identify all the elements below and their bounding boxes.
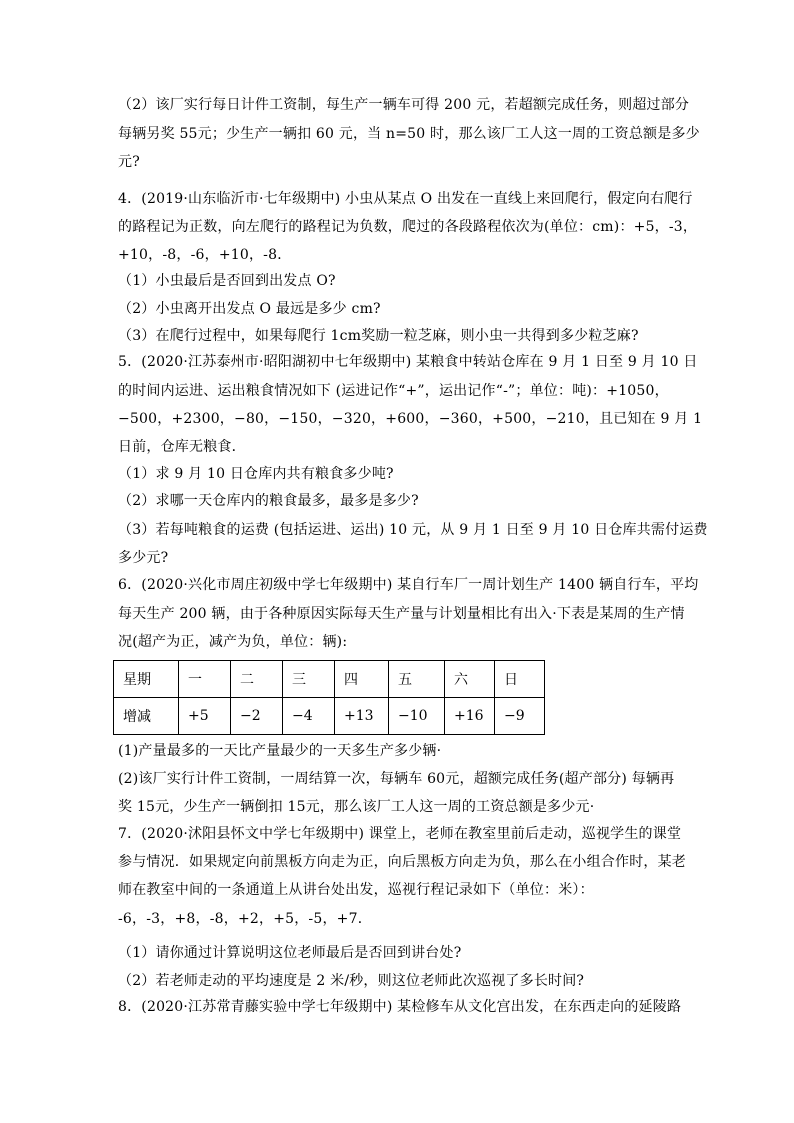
table-cell: −2 (231, 698, 283, 735)
table-row (114, 698, 545, 735)
text-line: 参与情况．如果规定向前黑板方向走为正，向后黑板方向走为负，那么在小组合作时，某老 (118, 854, 686, 870)
question-5-title: 5．(2020·江苏泰州市·昭阳湖初中七年级期中) 某粮食中转站仓库在 9 月 1 日至 9 月 10 日 (118, 354, 698, 370)
text-line: -6，-3，+8，-8，+2，+5，-5，+7． (118, 911, 372, 927)
sub-question: （1）小虫最后是否回到出发点 O? (118, 273, 336, 289)
table-cell: +13 (335, 698, 389, 735)
sub-question: （3）在爬行过程中，如果每爬行 1cm奖励一粒芝麻，则小虫一共得到多少粒芝麻? (118, 328, 639, 344)
table-cell: 四 (335, 661, 389, 698)
table-cell: 一 (179, 661, 231, 698)
sub-question: （1）求 9 月 10 日仓库内共有粮食多少吨? (118, 466, 394, 482)
text-line: 日前，仓库无粮食． (118, 439, 246, 455)
text-line: 奖 15元，少生产一辆倒扣 15元，那么该厂工人这一周的工资总额是多少元· (118, 799, 595, 815)
text-line: 多少元? (118, 550, 169, 566)
table-cell: −9 (495, 698, 545, 735)
table-cell: 三 (283, 661, 335, 698)
table-cell: +16 (445, 698, 495, 735)
production-table (113, 660, 545, 735)
text-line: −500，+2300，−80，−150，−320，+600，−360，+500，−210，且已知在 9 月 1 (118, 411, 703, 427)
question-7-title: 7．(2020·沭阳县怀文中学七年级期中) 课堂上，老师在教室里前后走动，巡视学生的课堂 (118, 826, 682, 842)
text-line: 元? (118, 154, 140, 170)
question-6-title: 6．(2020·兴化市周庄初级中学七年级期中) 某自行车厂一周计划生产 1400 辆自行车，平均 (118, 577, 699, 593)
sub-question: （1）请你通过计算说明这位老师最后是否回到讲台处? (118, 945, 462, 961)
table-cell: 六 (445, 661, 495, 698)
table-cell: 二 (231, 661, 283, 698)
question-4-title: 4．(2019·山东临沂市·七年级期中) 小虫从某点 O 出发在一直线上来回爬行，假定向右爬行 (118, 191, 693, 207)
text-line: 每辆另奖 55元；少生产一辆扣 60 元，当 n=50 时，那么该厂工人这一周的工资总额是多少 (118, 126, 700, 142)
sub-question: （2）小虫离开出发点 O 最远是多少 cm? (118, 301, 381, 317)
table-cell: 五 (389, 661, 445, 698)
text-line: +10，-8，-6，+10，-8． (118, 247, 292, 263)
text-line: 每天生产 200 辆，由于各种原因实际每天生产量与计划量相比有出入·下表是某周的生产情 (118, 606, 685, 622)
question-8-title: 8．(2020·江苏常青藤实验中学七年级期中) 某检修车从文化宫出发，在东西走向的延陵路 (118, 999, 682, 1015)
text-line: 的路程记为正数，向左爬行的路程记为负数，爬过的各段路程依次为(单位：cm)：+5，-3， (118, 219, 698, 235)
table-row (114, 661, 545, 698)
text-line: 的时间内运进、运出粮食情况如下 (运进记作“+”，运出记作“-”；单位：吨)：+1050， (118, 383, 669, 399)
text-line: （2）该厂实行每日计件工资制，每生产一辆车可得 200 元，若超额完成任务，则超过部分 (118, 97, 690, 113)
text-line: 师在教室中间的一条通道上从讲台处出发，巡视行程记录如下（单位：米）： (118, 882, 594, 898)
sub-question: (2)该厂实行计件工资制，一周结算一次，每辆车 60元，超额完成任务(超产部分) 每辆再 (118, 771, 675, 787)
table-cell: +5 (179, 698, 231, 735)
text-line: 况(超产为正，减产为负，单位：辆): (118, 634, 348, 650)
table-cell: 星期 (114, 661, 179, 698)
sub-question: （2）若老师走动的平均速度是 2 米/秒，则这位老师此次巡视了多长时间? (118, 973, 585, 989)
sub-question: (1)产量最多的一天比产量最少的一天多生产多少辆· (118, 743, 442, 759)
sub-question: （3）若每吨粮食的运费 (包括运进、运出) 10 元，从 9 月 1 日至 9 月 10 日仓库共需付运费 (118, 522, 708, 538)
sub-question: （2）求哪一天仓库内的粮食最多，最多是多少? (118, 493, 419, 509)
table-cell: 增减 (114, 698, 179, 735)
table-cell: 日 (495, 661, 545, 698)
table-cell: −4 (283, 698, 335, 735)
table-cell: −10 (389, 698, 445, 735)
